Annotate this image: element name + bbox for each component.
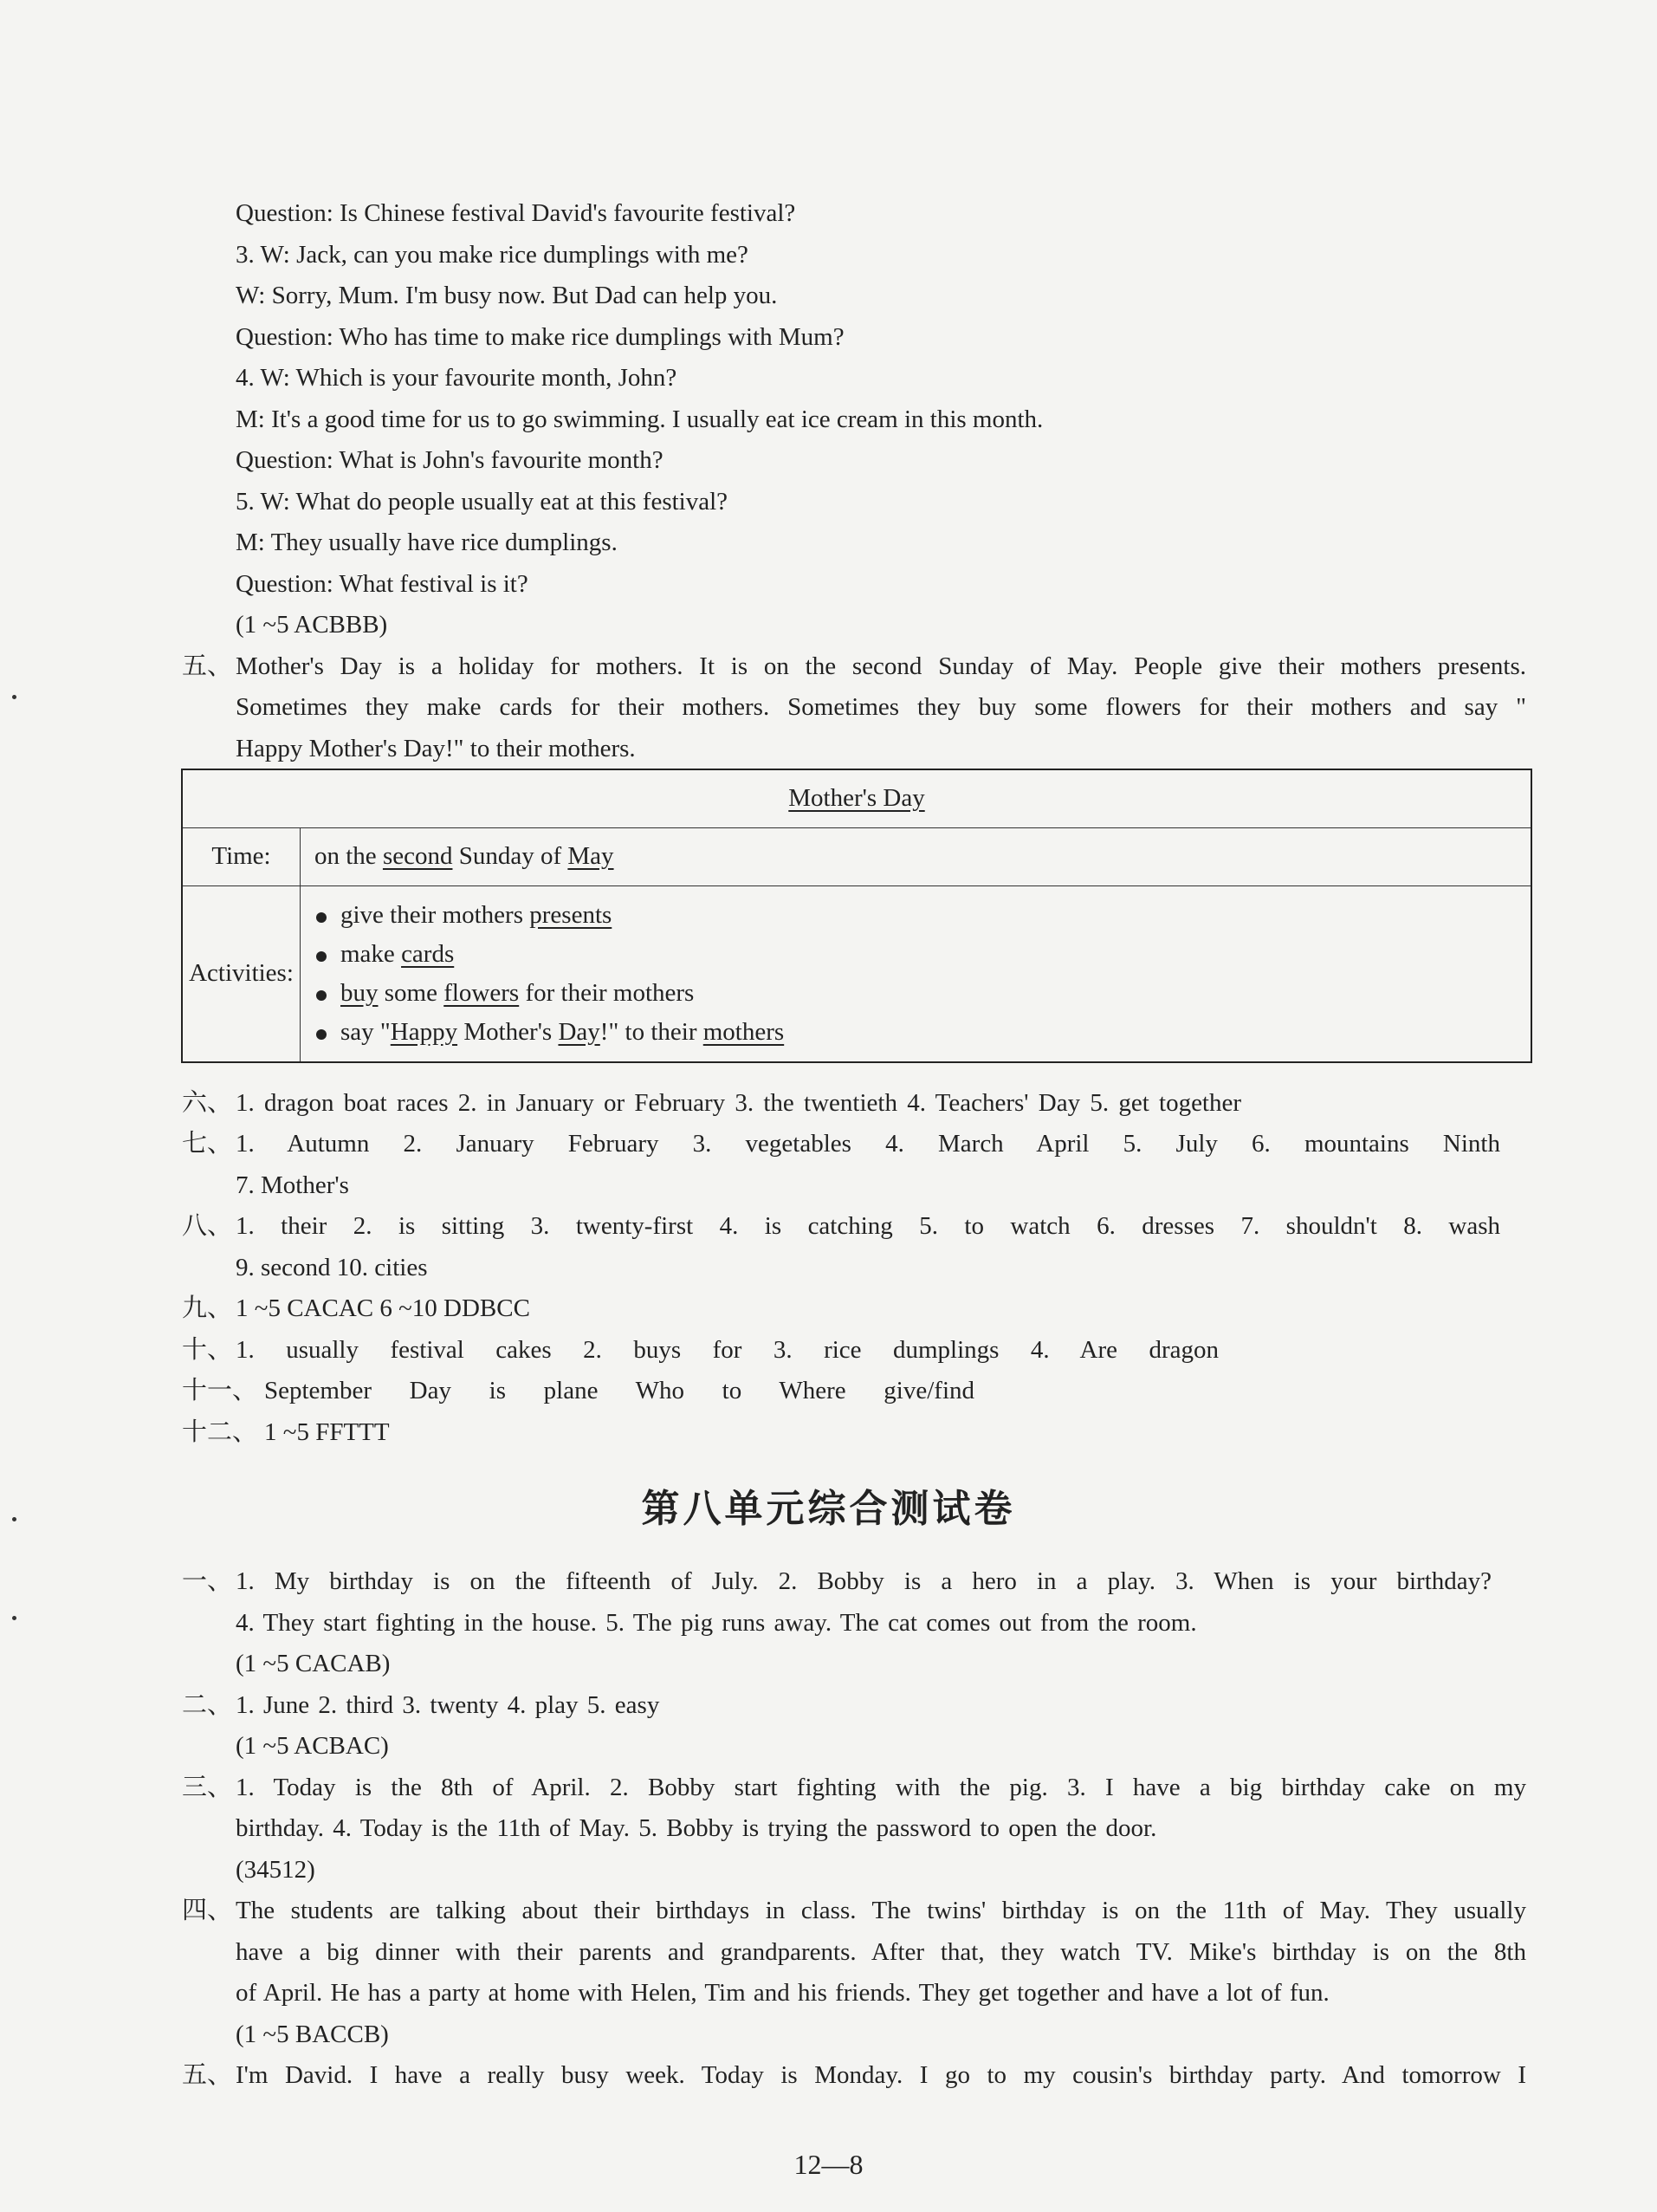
section9-text: 1 ~5 CACAC 6 ~10 DDBCC bbox=[236, 1294, 530, 1322]
u8-s2-line2: (1 ~5 ACBAC) bbox=[236, 1732, 389, 1760]
act4-key3: mothers bbox=[702, 1017, 785, 1046]
u8-s1-marker: 一、 bbox=[182, 1567, 233, 1595]
u8-s3-marker: 三、 bbox=[182, 1774, 233, 1801]
scan-speck bbox=[12, 1517, 16, 1521]
u8-s4-marker: 四、 bbox=[182, 1897, 233, 1924]
section5-line-1: Mother's Day is a holiday for mothers. It is on the second Sunday of May. People give their mothers presents. bbox=[236, 652, 1526, 680]
section5-marker: 五、 bbox=[182, 652, 233, 680]
u8-s2-line1: 1. June 2. third 3. twenty 4. play 5. easy bbox=[236, 1691, 660, 1719]
section7-text2: 7. Mother's bbox=[236, 1171, 349, 1199]
section8-text: 1. their 2. is sitting 3. twenty-first 4. is catching 5. to watch 6. dresses 7. shouldn't 8. wash bbox=[236, 1212, 1500, 1240]
activity-item bbox=[314, 1013, 1517, 1052]
listening-line-9: M: They usually have rice dumplings. bbox=[236, 529, 618, 556]
listening-line-6: M: It's a good time for us to go swimming. I usually eat ice cream in this month. bbox=[236, 405, 1044, 433]
u8-s3-line3: (34512) bbox=[236, 1856, 315, 1884]
act2-pre: make bbox=[340, 939, 395, 968]
act3-post: for their mothers bbox=[525, 978, 695, 1007]
act2-key: cards bbox=[401, 939, 455, 968]
time-pre: on the bbox=[314, 842, 377, 870]
listening-line-1: Question: Is Chinese festival David's favourite festival? bbox=[236, 199, 796, 227]
activities-list bbox=[314, 896, 1517, 1052]
u8-s4-line2: have a big dinner with their parents and grandparents. After that, they watch TV. Mike's birthday is on the 8th bbox=[236, 1938, 1526, 1966]
mothers-day-table bbox=[181, 769, 1532, 1063]
listening-line-4: Question: Who has time to make rice dumplings with Mum? bbox=[236, 323, 845, 351]
section8-marker: 八、 bbox=[182, 1212, 233, 1240]
act3-mid: some bbox=[384, 978, 437, 1007]
u8-s4-line4: (1 ~5 BACCB) bbox=[236, 2021, 389, 2048]
u8-s1-line1: 1. My birthday is on the fifteenth of July. 2. Bobby is a hero in a play. 3. When is your birthday? bbox=[236, 1567, 1492, 1595]
table-title-cell bbox=[182, 769, 1531, 827]
section11-text: September Day is plane Who to Where give/find bbox=[264, 1377, 974, 1404]
activities-cell bbox=[301, 885, 1532, 1062]
act3-key1: buy bbox=[340, 978, 379, 1007]
listening-line-5: 4. W: Which is your favourite month, John? bbox=[236, 364, 677, 392]
unit8-title: 第八单元综合测试卷 bbox=[641, 1487, 1016, 1531]
activity-item bbox=[314, 935, 1517, 974]
section8-text2: 9. second 10. cities bbox=[236, 1254, 428, 1281]
section9-marker: 九、 bbox=[182, 1294, 233, 1322]
act4-post: !" to their bbox=[599, 1017, 697, 1046]
activity-item bbox=[314, 896, 1517, 935]
time-label: Time: bbox=[182, 827, 301, 885]
act3-key2: flowers bbox=[443, 978, 520, 1007]
section5-line-3: Happy Mother's Day!" to their mothers. bbox=[236, 735, 636, 762]
time-mid: Sunday of bbox=[458, 842, 562, 870]
act1-key: presents bbox=[529, 900, 612, 929]
section6-marker: 六、 bbox=[182, 1089, 233, 1117]
section7-text: 1. Autumn 2. January February 3. vegetables 4. March April 5. July 6. mountains Ninth bbox=[236, 1130, 1500, 1158]
u8-s4-line1: The students are talking about their birthdays in class. The twins' birthday is on the 11th of May. They usually bbox=[236, 1897, 1526, 1924]
section7-marker: 七、 bbox=[182, 1130, 233, 1158]
u8-s4-line3: of April. He has a party at home with Helen, Tim and his friends. They get together and have a lot of fun. bbox=[236, 1979, 1330, 2007]
table-title: Mother's Day bbox=[788, 784, 925, 813]
section10-text: 1. usually festival cakes 2. buys for 3. rice dumplings 4. Are dragon bbox=[236, 1336, 1219, 1364]
u8-s5-marker: 五、 bbox=[182, 2061, 233, 2089]
listening-line-7: Question: What is John's favourite month? bbox=[236, 446, 663, 474]
activities-label: Activities: bbox=[182, 885, 301, 1062]
listening-answer: (1 ~5 ACBBB) bbox=[236, 611, 388, 639]
section10-marker: 十、 bbox=[182, 1336, 233, 1364]
act4-pre: say " bbox=[340, 1017, 391, 1046]
time-month: May bbox=[567, 842, 614, 870]
u8-s3-line1: 1. Today is the 8th of April. 2. Bobby start fighting with the pig. 3. I have a big birthday cake on my bbox=[236, 1774, 1526, 1801]
listening-line-3: W: Sorry, Mum. I'm busy now. But Dad can help you. bbox=[236, 282, 778, 309]
time-ordinal: second bbox=[382, 842, 453, 870]
u8-s2-marker: 二、 bbox=[182, 1691, 233, 1719]
time-value bbox=[301, 827, 1532, 885]
scan-speck bbox=[12, 1616, 16, 1620]
section5-line-2: Sometimes they make cards for their mothers. Sometimes they buy some flowers for their mothers and say " bbox=[236, 693, 1526, 721]
section6-text: 1. dragon boat races 2. in January or February 3. the twentieth 4. Teachers' Day 5. get together bbox=[236, 1089, 1242, 1117]
u8-s1-line2: 4. They start fighting in the house. 5. The pig runs away. The cat comes out from the room. bbox=[236, 1609, 1197, 1637]
u8-s1-line3: (1 ~5 CACAB) bbox=[236, 1650, 391, 1677]
section12-text: 1 ~5 FFTTT bbox=[264, 1418, 390, 1446]
section12-marker: 十二、 bbox=[182, 1418, 258, 1446]
activity-item bbox=[314, 974, 1517, 1013]
listening-line-10: Question: What festival is it? bbox=[236, 570, 528, 598]
listening-line-8: 5. W: What do people usually eat at this festival? bbox=[236, 488, 728, 516]
u8-s3-line2: birthday. 4. Today is the 11th of May. 5. Bobby is trying the password to open the door. bbox=[236, 1814, 1157, 1842]
section11-marker: 十一、 bbox=[182, 1377, 258, 1404]
act4-key1: Happy bbox=[390, 1017, 458, 1046]
act4-mid: Mother's bbox=[463, 1017, 553, 1046]
page-number: 12—8 bbox=[793, 2149, 864, 2180]
u8-s5-line1: I'm David. I have a really busy week. Today is Monday. I go to my cousin's birthday party. And tomorrow I bbox=[236, 2061, 1526, 2089]
act4-key2: Day bbox=[558, 1017, 600, 1046]
listening-line-2: 3. W: Jack, can you make rice dumplings with me? bbox=[236, 241, 748, 269]
act1-pre: give their mothers bbox=[340, 900, 524, 929]
scan-speck bbox=[12, 695, 16, 699]
